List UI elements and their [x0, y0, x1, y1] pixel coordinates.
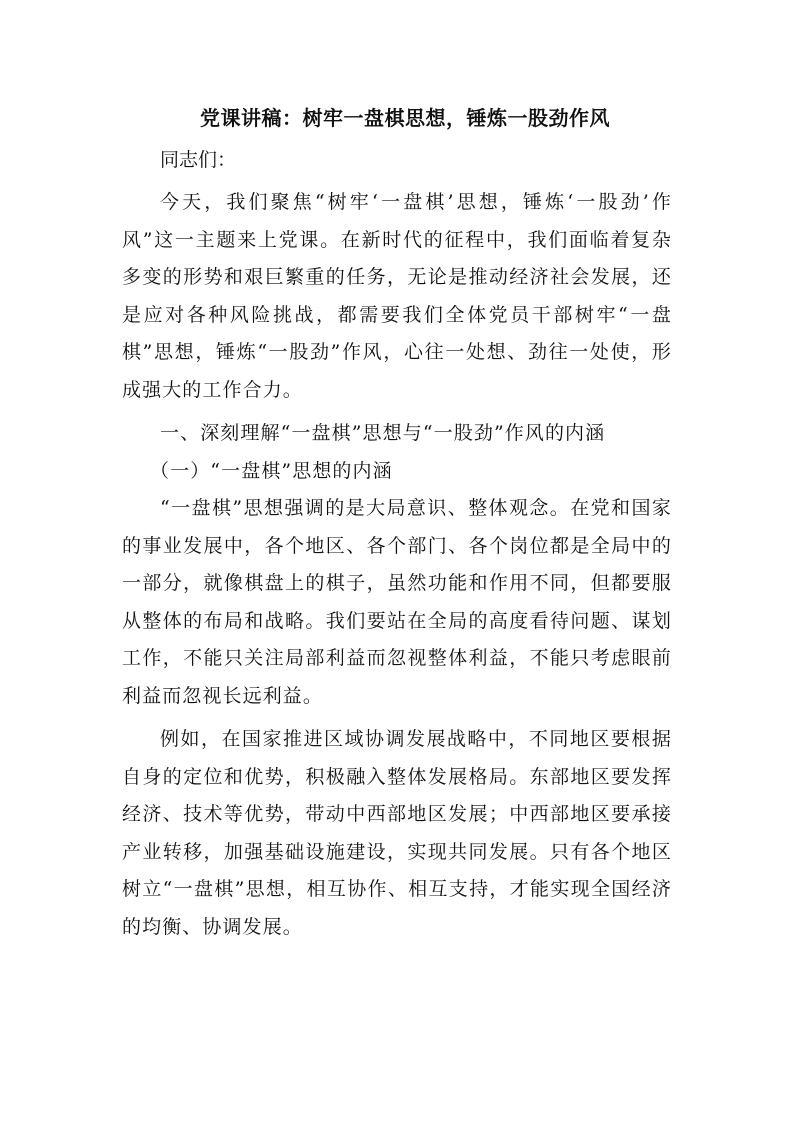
- document-body: [122, 102, 672, 946]
- body-paragraph-2: 例如，在国家推进区域协调发展战略中，不同地区要根据自身的定位和优势，积极融入整体发展格局。东部地区要发挥经济、技术等优势，带动中西部地区发展；中西部地区要承接产业转移，加强基础设施建设，实现共同发展。只有各个地区树立“一盘棋”思想，相互协作、相互支持，才能实现全国经济的均衡、协调发展。: [122, 728, 672, 938]
- salutation: 同志们：: [160, 149, 237, 171]
- subsection-heading-1-1: （一）“一盘棋”思想的内涵: [150, 459, 393, 482]
- section-heading-1: 一、深刻理解“一盘棋”思想与“一股劲”作风的内涵: [160, 422, 606, 444]
- intro-paragraph: 今天，我们聚焦“树牢‘一盘棋’思想，锤炼‘一股劲’作风”这一主题来上党课。在新时代的征程中，我们面临着复杂多变的形势和艰巨繁重的任务，无论是推动经济社会发展，还是应对各种风险挑战，都需要我们全体党员干部树牢“一盘棋”思想，锤炼“一股劲”作风，心往一处想、劲往一处使，形成强大的工作合力。: [122, 191, 672, 401]
- document-title: 党课讲稿：树牢一盘棋思想，锤炼一股劲作风: [200, 106, 610, 130]
- body-paragraph-1: “一盘棋”思想强调的是大局意识、整体观念。在党和国家的事业发展中，各个地区、各个部门、各个岗位都是全局中的一部分，就像棋盘上的棋子，虽然功能和作用不同，但都要服从整体的布局和战略。我们要站在全局的高度看待问题、谋划工作，不能只关注局部利益而忽视整体利益，不能只考虑眼前利益而忽视长远利益。: [122, 497, 672, 707]
